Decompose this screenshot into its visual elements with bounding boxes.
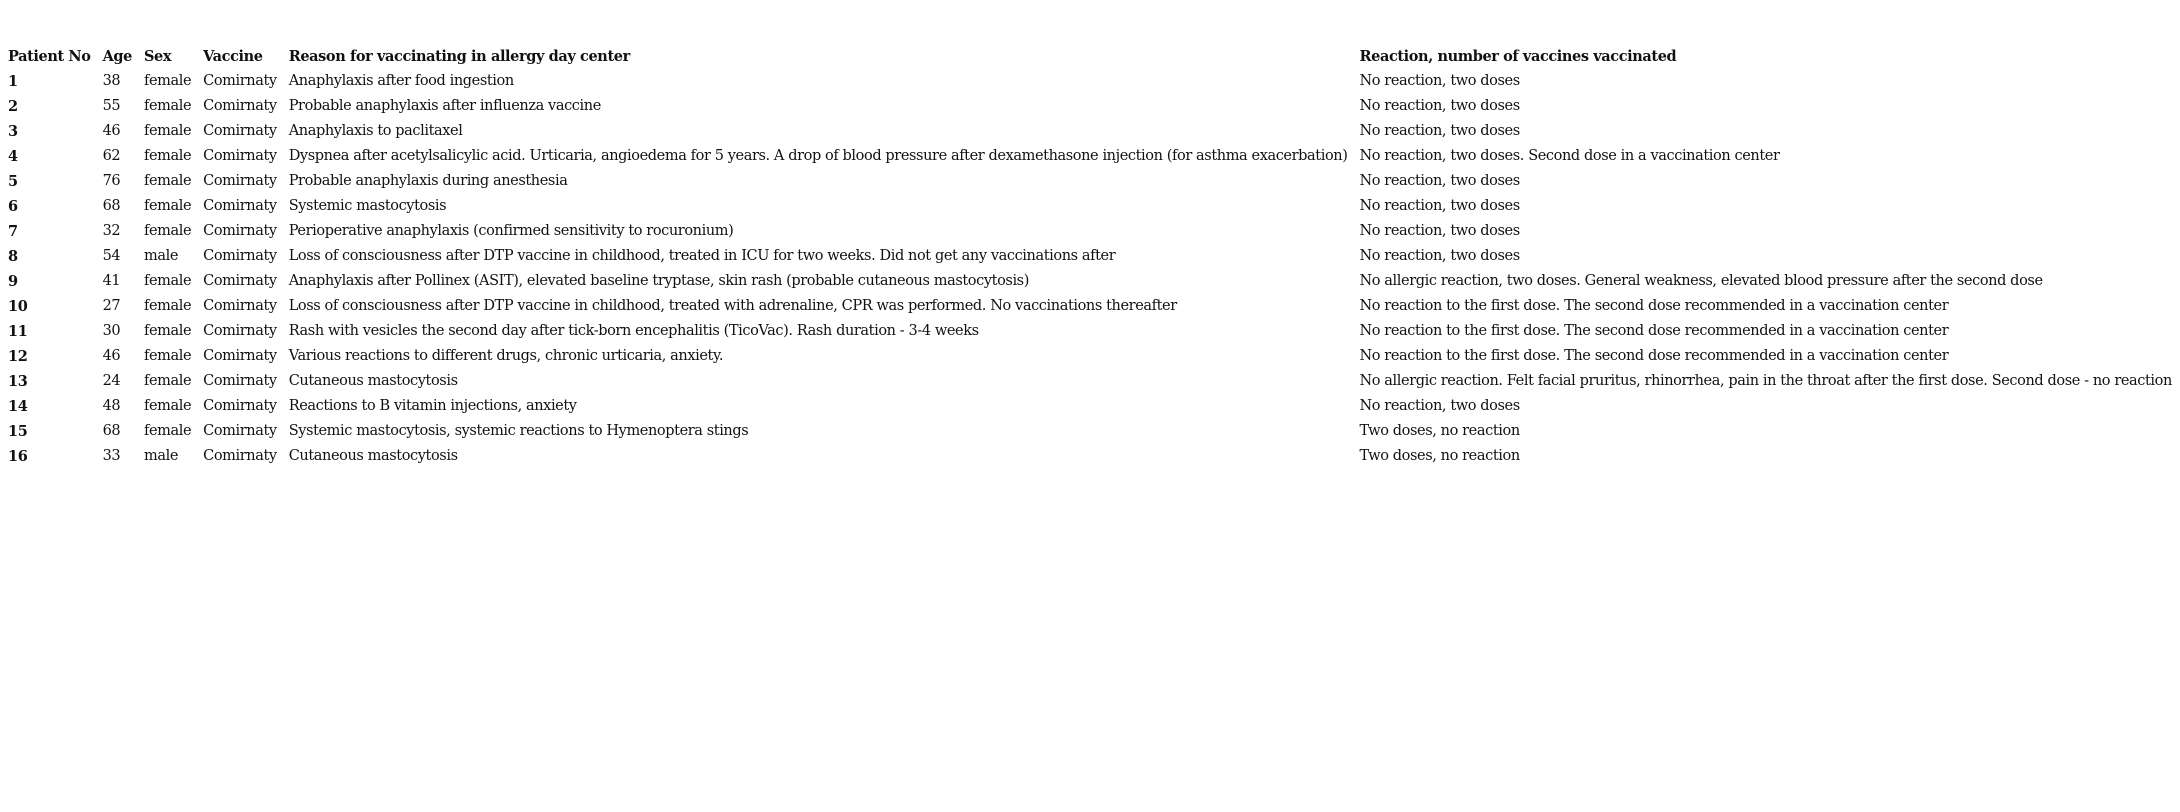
- cell-vaccine: Comirnaty: [203, 273, 277, 289]
- header-reaction: Reaction, number of vaccines vaccinated: [1359, 48, 1677, 65]
- cell-reason: Reactions to B vitamin injections, anxiety: [288, 398, 577, 414]
- cell-sex: female: [143, 398, 192, 414]
- cell-patient-no: 16: [8, 448, 28, 465]
- table-row: [4, 344, 2180, 369]
- cell-age: 27: [102, 298, 121, 314]
- cell-patient-no: 5: [8, 173, 18, 190]
- cell-reaction: Two doses, no reaction: [1359, 423, 1520, 439]
- table-row: [4, 94, 2180, 119]
- cell-reason: Perioperative anaphylaxis (confirmed sensitivity to rocuronium): [288, 223, 734, 239]
- cell-sex: female: [143, 148, 192, 164]
- table-row: [4, 219, 2180, 244]
- cell-vaccine: Comirnaty: [203, 398, 277, 414]
- cell-vaccine: Comirnaty: [203, 98, 277, 114]
- patient-table: [4, 44, 2180, 469]
- cell-reason: Anaphylaxis after food ingestion: [288, 73, 514, 89]
- cell-age: 68: [102, 198, 121, 214]
- cell-sex: female: [143, 198, 192, 214]
- cell-patient-no: 1: [8, 73, 18, 90]
- cell-sex: female: [143, 98, 192, 114]
- cell-reason: Cutaneous mastocytosis: [288, 373, 458, 389]
- table-row: [4, 369, 2180, 394]
- table-row: [4, 319, 2180, 344]
- cell-vaccine: Comirnaty: [203, 298, 277, 314]
- table-row: [4, 294, 2180, 319]
- cell-sex: female: [143, 423, 192, 439]
- cell-vaccine: Comirnaty: [203, 223, 277, 239]
- cell-vaccine: Comirnaty: [203, 198, 277, 214]
- cell-reaction: No reaction, two doses: [1359, 198, 1520, 214]
- table-row: [4, 244, 2180, 269]
- cell-reaction: No reaction, two doses. Second dose in a vaccination center: [1359, 148, 1780, 164]
- cell-vaccine: Comirnaty: [203, 348, 277, 364]
- cell-patient-no: 13: [8, 373, 28, 390]
- cell-vaccine: Comirnaty: [203, 73, 277, 89]
- cell-sex: female: [143, 223, 192, 239]
- header-reason: Reason for vaccinating in allergy day center: [288, 48, 630, 65]
- cell-reaction: No reaction to the first dose. The second dose recommended in a vaccination center: [1359, 323, 1949, 339]
- cell-age: 24: [102, 373, 121, 389]
- cell-reason: Probable anaphylaxis after influenza vaccine: [288, 98, 601, 114]
- table-body: [4, 69, 2180, 469]
- cell-vaccine: Comirnaty: [203, 448, 277, 464]
- cell-sex: female: [143, 373, 192, 389]
- cell-age: 33: [102, 448, 121, 464]
- table-row: [4, 419, 2180, 444]
- cell-reaction: No reaction, two doses: [1359, 73, 1520, 89]
- cell-reaction: No reaction to the first dose. The second dose recommended in a vaccination center: [1359, 298, 1949, 314]
- cell-vaccine: Comirnaty: [203, 248, 277, 264]
- cell-sex: female: [143, 173, 192, 189]
- cell-age: 62: [102, 148, 121, 164]
- cell-reason: Systemic mastocytosis: [288, 198, 447, 214]
- cell-age: 48: [102, 398, 121, 414]
- table-row: [4, 169, 2180, 194]
- cell-patient-no: 2: [8, 98, 18, 115]
- cell-vaccine: Comirnaty: [203, 123, 277, 139]
- cell-reason: Rash with vesicles the second day after tick-born encephalitis (TicoVac). Rash duration - 3-4 weeks: [288, 323, 979, 339]
- cell-reaction: No allergic reaction, two doses. General weakness, elevated blood pressure after the second dose: [1359, 273, 2043, 289]
- cell-patient-no: 4: [8, 148, 18, 165]
- table-header-row: [4, 44, 2180, 69]
- cell-reason: Anaphylaxis after Pollinex (ASIT), elevated baseline tryptase, skin rash (probable cutaneous mastocytosis): [288, 273, 1029, 289]
- table-row: [4, 144, 2180, 169]
- cell-patient-no: 9: [8, 273, 18, 290]
- cell-vaccine: Comirnaty: [203, 323, 277, 339]
- cell-age: 30: [102, 323, 121, 339]
- cell-age: 38: [102, 73, 121, 89]
- cell-sex: female: [143, 323, 192, 339]
- table-row: [4, 194, 2180, 219]
- cell-reason: Loss of consciousness after DTP vaccine in childhood, treated with adrenaline, CPR was performed. No vaccinations thereafter: [288, 298, 1177, 314]
- cell-patient-no: 11: [8, 323, 28, 340]
- cell-patient-no: 10: [8, 298, 28, 315]
- cell-patient-no: 7: [8, 223, 18, 240]
- header-age: Age: [102, 48, 132, 65]
- cell-sex: male: [143, 248, 178, 264]
- header-patient-no: Patient No: [8, 48, 91, 65]
- cell-patient-no: 12: [8, 348, 28, 365]
- cell-reason: Systemic mastocytosis, systemic reactions to Hymenoptera stings: [288, 423, 749, 439]
- cell-age: 54: [102, 248, 121, 264]
- cell-age: 32: [102, 223, 121, 239]
- cell-reason: Dyspnea after acetylsalicylic acid. Urticaria, angioedema for 5 years. A drop of blood pressure after dexamethasone injection (for asthma exacerbation): [288, 148, 1348, 164]
- cell-reaction: No reaction to the first dose. The second dose recommended in a vaccination center: [1359, 348, 1949, 364]
- cell-reaction: No reaction, two doses: [1359, 173, 1520, 189]
- cell-reaction: Two doses, no reaction: [1359, 448, 1520, 464]
- cell-reason: Loss of consciousness after DTP vaccine in childhood, treated in ICU for two weeks. Did not get any vaccinations after: [288, 248, 1116, 264]
- cell-patient-no: 6: [8, 198, 18, 215]
- cell-age: 46: [102, 348, 121, 364]
- cell-patient-no: 3: [8, 123, 18, 140]
- cell-reason: Probable anaphylaxis during anesthesia: [288, 173, 568, 189]
- cell-age: 76: [102, 173, 121, 189]
- cell-sex: female: [143, 273, 192, 289]
- cell-reason: Anaphylaxis to paclitaxel: [288, 123, 463, 139]
- cell-sex: male: [143, 448, 178, 464]
- cell-sex: female: [143, 348, 192, 364]
- cell-patient-no: 15: [8, 423, 28, 440]
- cell-age: 55: [102, 98, 121, 114]
- cell-reaction: No reaction, two doses: [1359, 98, 1520, 114]
- cell-patient-no: 8: [8, 248, 18, 265]
- cell-age: 41: [102, 273, 121, 289]
- cell-vaccine: Comirnaty: [203, 373, 277, 389]
- cell-patient-no: 14: [8, 398, 28, 415]
- cell-vaccine: Comirnaty: [203, 173, 277, 189]
- cell-reason: Cutaneous mastocytosis: [288, 448, 458, 464]
- cell-sex: female: [143, 298, 192, 314]
- table-row: [4, 69, 2180, 94]
- cell-reaction: No reaction, two doses: [1359, 398, 1520, 414]
- cell-vaccine: Comirnaty: [203, 148, 277, 164]
- cell-sex: female: [143, 73, 192, 89]
- cell-reaction: No reaction, two doses: [1359, 123, 1520, 139]
- cell-vaccine: Comirnaty: [203, 423, 277, 439]
- table-row: [4, 119, 2180, 144]
- cell-reason: Various reactions to different drugs, chronic urticaria, anxiety.: [288, 348, 724, 364]
- header-sex: Sex: [143, 48, 172, 65]
- cell-age: 68: [102, 423, 121, 439]
- cell-reaction: No reaction, two doses: [1359, 248, 1520, 264]
- cell-age: 46: [102, 123, 121, 139]
- table-row: [4, 444, 2180, 469]
- cell-sex: female: [143, 123, 192, 139]
- table-row: [4, 269, 2180, 294]
- header-vaccine: Vaccine: [203, 48, 263, 65]
- table-row: [4, 394, 2180, 419]
- cell-reaction: No allergic reaction. Felt facial pruritus, rhinorrhea, pain in the throat after the first dose. Second dose - no reaction: [1359, 373, 2172, 389]
- cell-reaction: No reaction, two doses: [1359, 223, 1520, 239]
